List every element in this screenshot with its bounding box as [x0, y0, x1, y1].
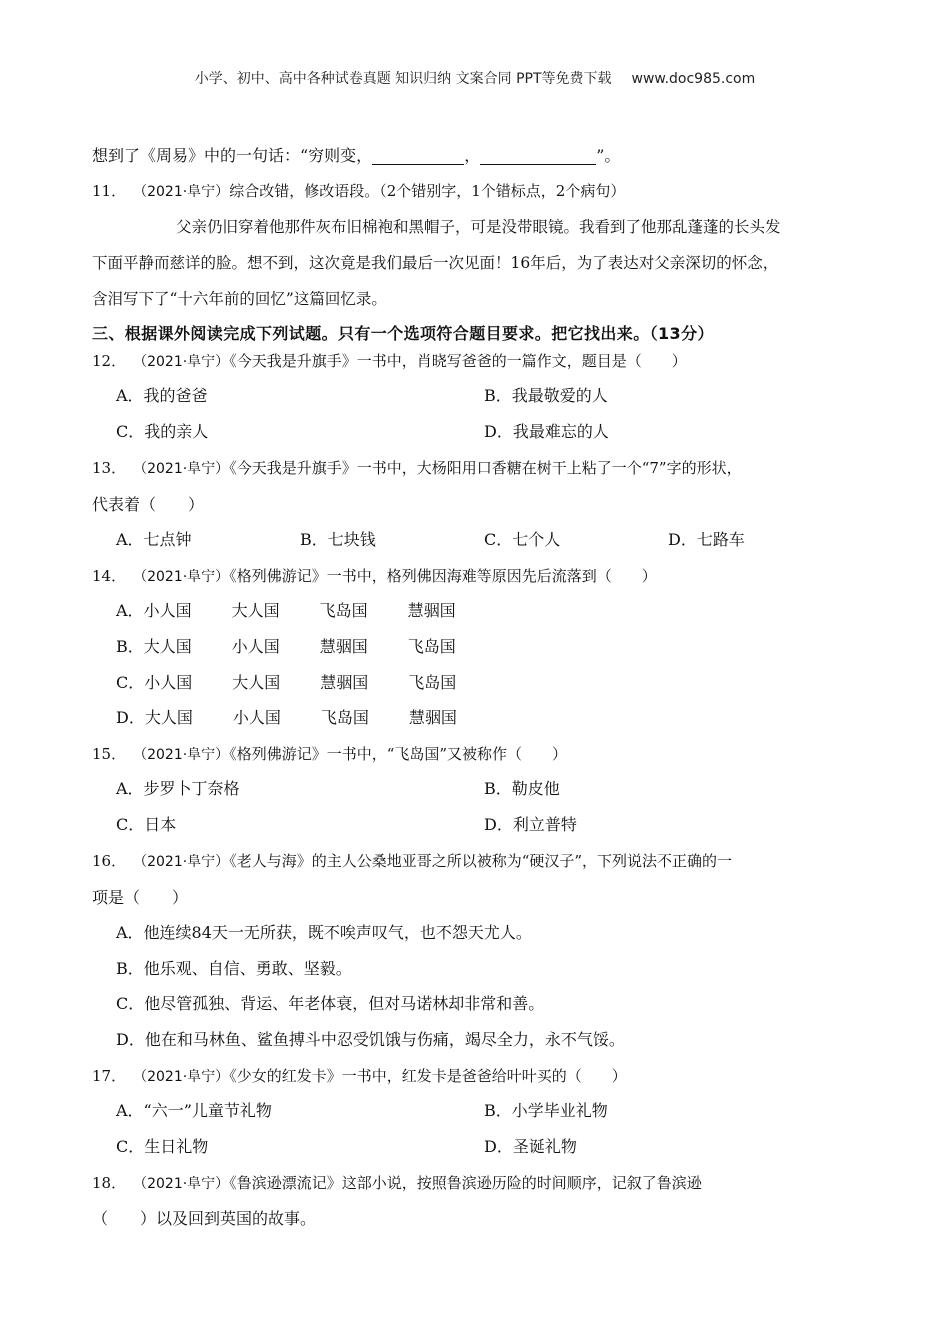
q13-option-b[interactable]: B．七块钱: [300, 530, 376, 549]
q15-option-b[interactable]: B．勒皮他: [484, 779, 560, 798]
page-header: [0, 68, 950, 88]
question-13: 13． （2021·阜宁）《今天我是升旗手》一书中，大杨阳用口香糖在树干上粘了一个“7”字的形状，: [92, 459, 742, 477]
q13-text-line-2: 代表着（ ）: [92, 495, 205, 514]
question-17: 17． （2021·阜宁）《少女的红发卡》一书中，红发卡是爸爸给叶叶买的（ ）: [92, 1067, 627, 1085]
q16-text-line-2: 项是（ ）: [92, 888, 189, 907]
q14-option-d[interactable]: D．大人国 小人国 飞岛国 慧骃国: [116, 708, 457, 727]
q14-option-c[interactable]: C．小人国 大人国 慧骃国 飞岛国: [116, 673, 457, 692]
question-11: 11． （2021·阜宁）综合改错，修改语段。（2个错别字，1个错标点，2个病句）: [92, 182, 626, 200]
q16-option-d[interactable]: D．他在和马林鱼、鲨鱼搏斗中忍受饥饿与伤痛，竭尽全力，永不气馁。: [116, 1030, 625, 1049]
section-3-title: 三、根据课外阅读完成下列试题。只有一个选项符合题目要求。把它找出来。（13分）: [92, 324, 714, 343]
header-text: 小学、初中、高中各种试卷真题 知识归纳 文案合同 PPT等免费下载: [194, 71, 612, 87]
q15-option-a[interactable]: A．步罗卜丁奈格: [116, 779, 240, 798]
header-url[interactable]: www.doc985.com: [631, 71, 756, 87]
question-18: 18． （2021·阜宁）《鲁滨逊漂流记》这部小说，按照鲁滨逊历险的时间顺序，记叙了鲁滨逊: [92, 1174, 702, 1192]
q15-option-d[interactable]: D．利立普特: [484, 815, 577, 834]
q13-option-d[interactable]: D．七路车: [668, 530, 745, 549]
q15-option-c[interactable]: C．日本: [116, 815, 177, 834]
q17-option-b[interactable]: B．小学毕业礼物: [484, 1101, 608, 1120]
question-16: 16． （2021·阜宁）《老人与海》的主人公桑地亚哥之所以被称为“硬汉子”，下列说法不正确的一: [92, 852, 733, 870]
q12-option-c[interactable]: C．我的亲人: [116, 422, 209, 441]
q17-option-c[interactable]: C．生日礼物: [116, 1137, 209, 1156]
q12-option-b[interactable]: B．我最敬爱的人: [484, 386, 608, 405]
question-15: 15． （2021·阜宁）《格列佛游记》一书中，“飞岛国”又被称作（ ）: [92, 745, 568, 763]
q12-option-d[interactable]: D．我最难忘的人: [484, 422, 609, 441]
q14-option-b[interactable]: B．大人国 小人国 慧骃国 飞岛国: [116, 637, 456, 656]
q14-option-a[interactable]: A．小人国 大人国 飞岛国 慧骃国: [116, 601, 456, 620]
q10-tail-line: 想到了《周易》中的一句话：“穷则变， ， ”。: [92, 146, 621, 165]
question-12: 12． （2021·阜宁）《今天我是升旗手》一书中，肖晓写爸爸的一篇作文，题目是（ ）: [92, 352, 687, 370]
question-14: 14． （2021·阜宁）《格列佛游记》一书中，格列佛因海难等原因先后流落到（ ）: [92, 567, 657, 585]
q13-option-c[interactable]: C．七个人: [484, 530, 561, 549]
q17-option-d[interactable]: D．圣诞礼物: [484, 1137, 577, 1156]
q16-option-a[interactable]: A．他连续84天一无所获，既不唉声叹气，也不怨天尤人。: [116, 923, 532, 942]
q16-option-b[interactable]: B．他乐观、自信、勇敢、坚毅。: [116, 959, 352, 978]
q16-option-c[interactable]: C．他尽管孤独、背运、年老体衰，但对马诺林却非常和善。: [116, 994, 545, 1013]
q12-option-a[interactable]: A．我的爸爸: [116, 386, 208, 405]
q18-text-line-2: （ ）以及回到英国的故事。: [92, 1209, 317, 1228]
q13-option-a[interactable]: A．七点钟: [116, 530, 192, 549]
q11-paragraph-line-2: 下面平静而慈详的脸。想不到，这次竟是我们最后一次见面！16年后，为了表达对父亲深切的怀念，: [92, 254, 779, 272]
q11-paragraph-line-1: 父亲仍旧穿着他那件灰布旧棉袍和黑帽子，可是没带眼镜。我看到了他那乱蓬蓬的长头发: [176, 218, 781, 236]
q11-paragraph-line-3: 含泪写下了“十六年前的回忆”这篇回忆录。: [92, 290, 387, 308]
answer-blank-1[interactable]: [372, 146, 464, 165]
answer-blank-2[interactable]: [480, 146, 596, 165]
q17-option-a[interactable]: A．“六一”儿童节礼物: [116, 1101, 272, 1120]
